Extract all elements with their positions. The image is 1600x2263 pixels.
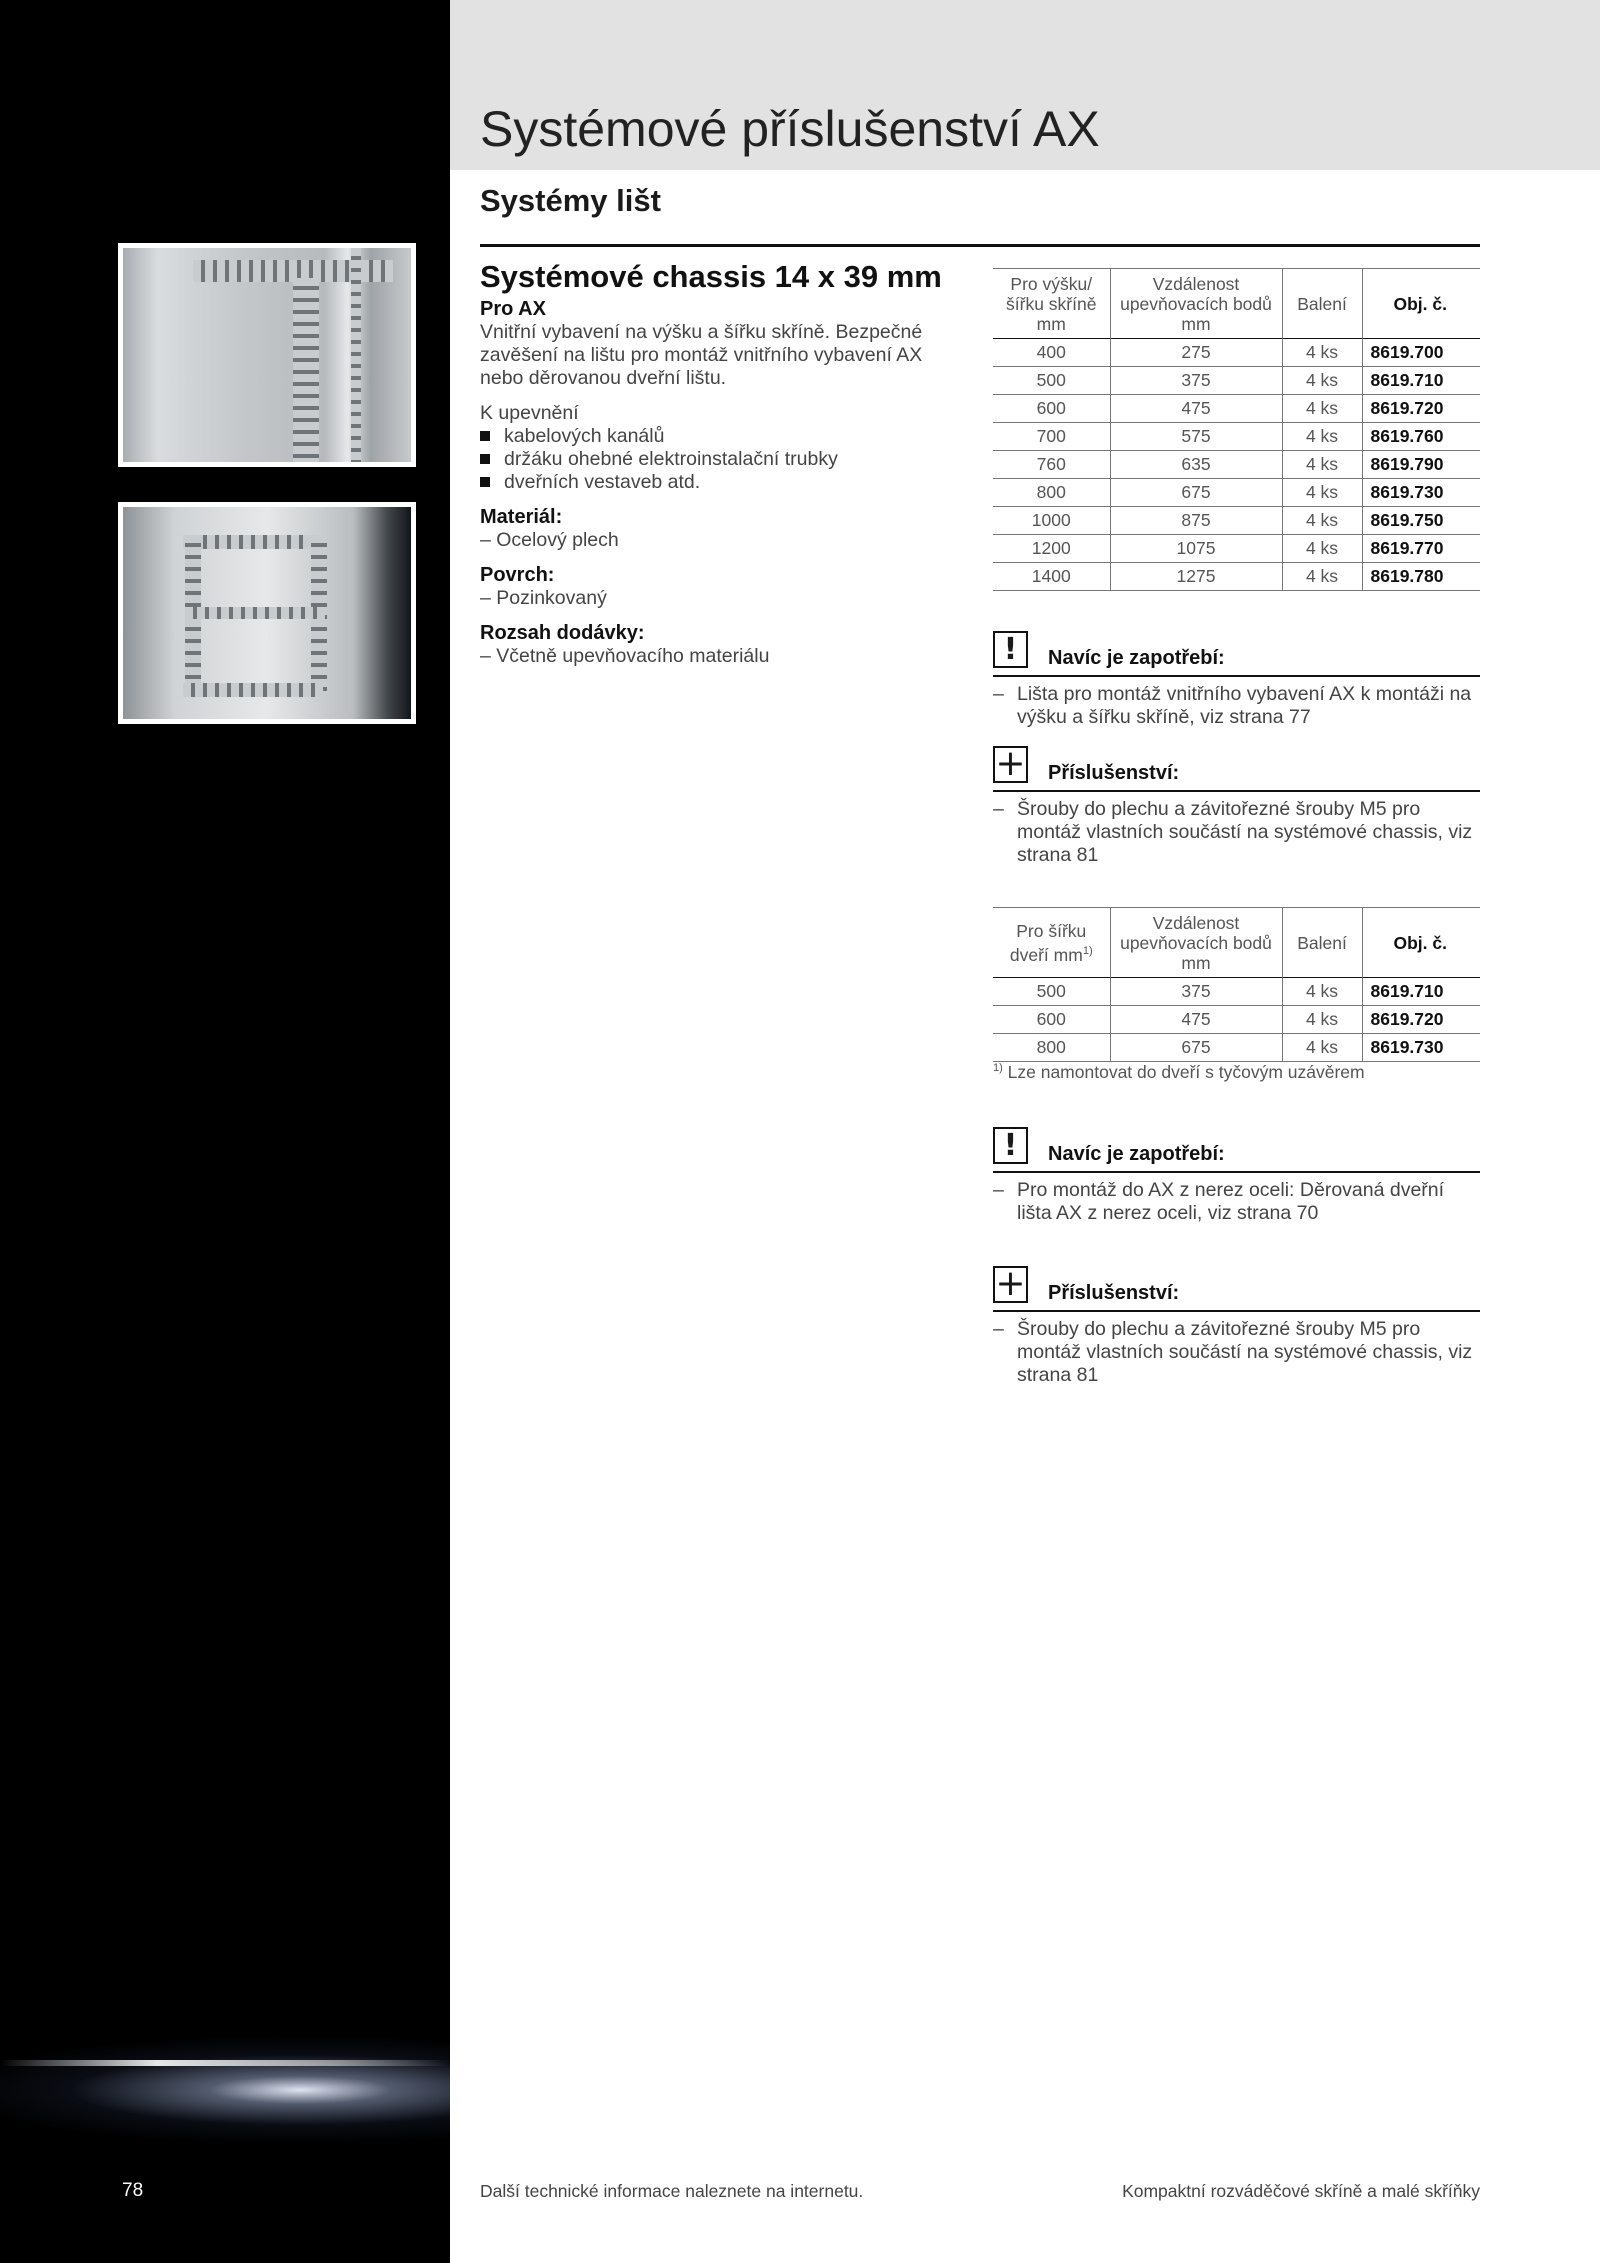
mount-item: dveřních vestaveb atd. — [480, 471, 960, 494]
scope-value: – Včetně upevňovacího materiálu — [480, 645, 770, 667]
page-number: 78 — [122, 2180, 144, 2201]
plus-icon: + — [993, 746, 1028, 783]
table-row: 600 475 4 ks 8619.720 — [993, 395, 1480, 423]
table-row: 760 635 4 ks 8619.790 — [993, 451, 1480, 479]
surface-label: Povrch: — [480, 564, 555, 586]
exclamation-icon: ! — [993, 631, 1028, 668]
table-row: 500 375 4 ks 8619.710 — [993, 978, 1480, 1006]
accessory-note-title: Příslušenství: — [1048, 1282, 1180, 1304]
plus-icon: + — [993, 1266, 1028, 1303]
material-value: – Ocelový plech — [480, 529, 619, 551]
page-title: Systémové příslušenství AX — [480, 101, 1100, 157]
bullet-square-icon — [480, 454, 490, 464]
bullet-square-icon — [480, 431, 490, 441]
product-subtitle: Pro AX — [480, 298, 546, 320]
table-row: 800 675 4 ks 8619.730 — [993, 479, 1480, 507]
accessory-note-text: Šrouby do plechu a závitořezné šrouby M5 pro montáž vlastních součástí na systémové chassis, viz strana 81 — [1017, 1318, 1473, 1386]
bullet-square-icon — [480, 477, 490, 487]
surface-value: – Pozinkovaný — [480, 587, 607, 609]
product-photo-door-chassis — [118, 502, 416, 724]
accessory-note-title: Příslušenství: — [1048, 762, 1180, 784]
table-row: 600 475 4 ks 8619.720 — [993, 1006, 1480, 1034]
table-row: 800 675 4 ks 8619.730 — [993, 1034, 1480, 1062]
accessory-note-text: Šrouby do plechu a závitořezné šrouby M5 pro montáž vlastních součástí na systémové chassis, viz strana 81 — [1017, 798, 1473, 866]
exclamation-icon: ! — [993, 1127, 1028, 1164]
required-note-title: Navíc je zapotřebí: — [1048, 1143, 1225, 1165]
required-note: ! Navíc je zapotřebí: – Pro montáž do AX z nerez oceli: Děrovaná dveřní lišta AX z nerez oceli, viz strana 70 — [993, 1127, 1480, 1225]
material-label: Materiál: — [480, 506, 563, 528]
product-description — [480, 258, 960, 668]
light-glow-decoration — [0, 2035, 450, 2145]
dimensions-table — [993, 268, 1480, 591]
required-note: ! Navíc je zapotřebí: – Lišta pro montáž vnitřního vybavení AX k montáži na výšku a šířku skříně, viz strana 77 — [993, 631, 1480, 729]
mount-label: K upevnění — [480, 402, 579, 424]
light-streak-decoration — [0, 2060, 450, 2066]
product-description-text: Vnitřní vybavení na výšku a šířku skříně. Bezpečné zavěšení na lištu pro montáž vnitřního vybavení AX nebo děrovanou dveřní lištu. — [480, 321, 923, 389]
section-title: Systémy lišt — [480, 183, 661, 218]
table-header: Vzdálenost upevňovacích bodů mm — [1110, 908, 1282, 978]
table-row: 1200 1075 4 ks 8619.770 — [993, 535, 1480, 563]
required-note-title: Navíc je zapotřebí: — [1048, 647, 1225, 669]
door-dimensions-table — [993, 907, 1480, 1062]
table-header: Pro výšku/ šířku skříně mm — [1006, 273, 1097, 334]
table-row: 500 375 4 ks 8619.710 — [993, 367, 1480, 395]
table-row: 1400 1275 4 ks 8619.780 — [993, 563, 1480, 591]
table-row: 400 275 4 ks 8619.700 — [993, 339, 1480, 367]
table-header: Obj. č. — [1362, 908, 1480, 978]
accessory-note: + Příslušenství: – Šrouby do plechu a závitořezné šrouby M5 pro montáž vlastních součástí na systémové chassis, viz strana 81 — [993, 746, 1480, 867]
footer-left-text: Další technické informace naleznete na internetu. — [480, 2181, 864, 2201]
required-note-text: Lišta pro montáž vnitřního vybavení AX k montáži na výšku a šířku skříně, viz strana 77 — [1017, 683, 1472, 728]
table-row: 1000 875 4 ks 8619.750 — [993, 507, 1480, 535]
mount-item: kabelových kanálů — [480, 425, 960, 448]
mount-item: držáku ohebné elektroinstalační trubky — [480, 448, 960, 471]
product-title: Systémové chassis 14 x 39 mm — [480, 259, 942, 294]
table-row: 700 575 4 ks 8619.760 — [993, 423, 1480, 451]
accessory-note: + Příslušenství: – Šrouby do plechu a závitořezné šrouby M5 pro montáž vlastních součástí na systémové chassis, viz strana 81 — [993, 1266, 1480, 1387]
section-divider — [480, 244, 1480, 247]
table-header: Pro šířku dveří $mm^{1)}$ — [1009, 920, 1093, 965]
table-header: Obj. č. — [1362, 269, 1480, 339]
table-header: Balení — [1282, 908, 1362, 978]
product-photo-vertical-chassis — [118, 243, 416, 467]
table-footnote: $^{1)}$ Lze namontovat do dveří s tyčovým uzávěrem — [993, 1062, 1365, 1082]
table-header: Vzdálenost upevňovacích bodů mm — [1110, 269, 1282, 339]
footer-right-text: Kompaktní rozváděčové skříně a malé skříňky — [1122, 2181, 1480, 2201]
table-header: Balení — [1282, 269, 1362, 339]
scope-label: Rozsah dodávky: — [480, 622, 645, 644]
required-note-text: Pro montáž do AX z nerez oceli: Děrovaná dveřní lišta AX z nerez oceli, viz strana 70 — [1017, 1179, 1445, 1224]
